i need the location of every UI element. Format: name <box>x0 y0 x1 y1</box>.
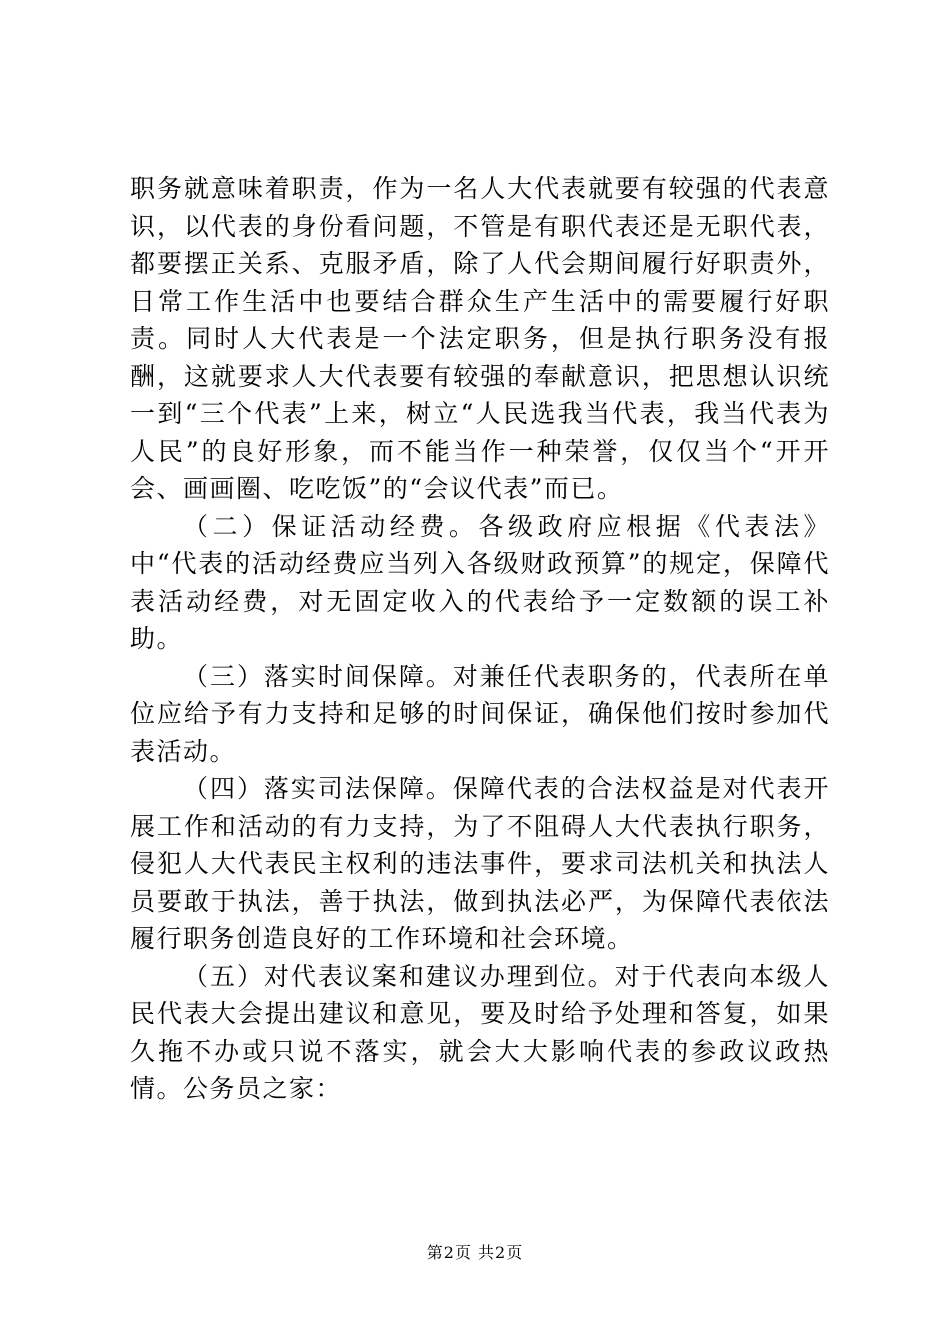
document-body <box>130 170 830 1108</box>
page-footer: 第2页 共2页 <box>426 1243 524 1262</box>
paragraph-duty-awareness: 职务就意味着职责，作为一名人大代表就要有较强的代表意识，以代表的身份看问题，不管是有职代表还是无职代表，都要摆正关系、克服矛盾，除了人代会期间履行好职责外，日常工作生活中也要结合群众生产生活中的需要履行好职责。同时人大代表是一个法定职务，但是执行职务没有报酬，这就要求人大代表要有较强的奉献意识，把思想认识统一到“三个代表”上来，树立“人民选我当代表，我当代表为人民”的良好形象，而不能当作一种荣誉，仅仅当个“开开会、画画圈、吃吃饭”的“会议代表”而已。 <box>130 174 830 503</box>
paragraph-activity-funding: （二）保证活动经费。各级政府应根据《代表法》中“代表的活动经费应当列入各级财政预算”的规定，保障代表活动经费，对无固定收入的代表给予一定数额的误工补助。 <box>130 511 830 653</box>
paragraph-judicial-guarantee: （四）落实司法保障。保障代表的合法权益是对代表开展工作和活动的有力支持，为了不阻碍人大代表执行职务，侵犯人大代表民主权利的违法事件，要求司法机关和执法人员要敢于执法，善于执法，做到执法必严，为保障代表依法履行职务创造良好的工作环境和社会环境。 <box>130 774 830 953</box>
paragraph-proposal-handling: （五）对代表议案和建议办理到位。对于代表向本级人民代表大会提出建议和意见，要及时给予处理和答复，如果久拖不办或只说不落实，就会大大影响代表的参政议政热情。公务员之家： <box>130 961 830 1103</box>
paragraph-time-guarantee: （三）落实时间保障。对兼任代表职务的，代表所在单位应给予有力支持和足够的时间保证，确保他们按时参加代表活动。 <box>130 661 830 766</box>
